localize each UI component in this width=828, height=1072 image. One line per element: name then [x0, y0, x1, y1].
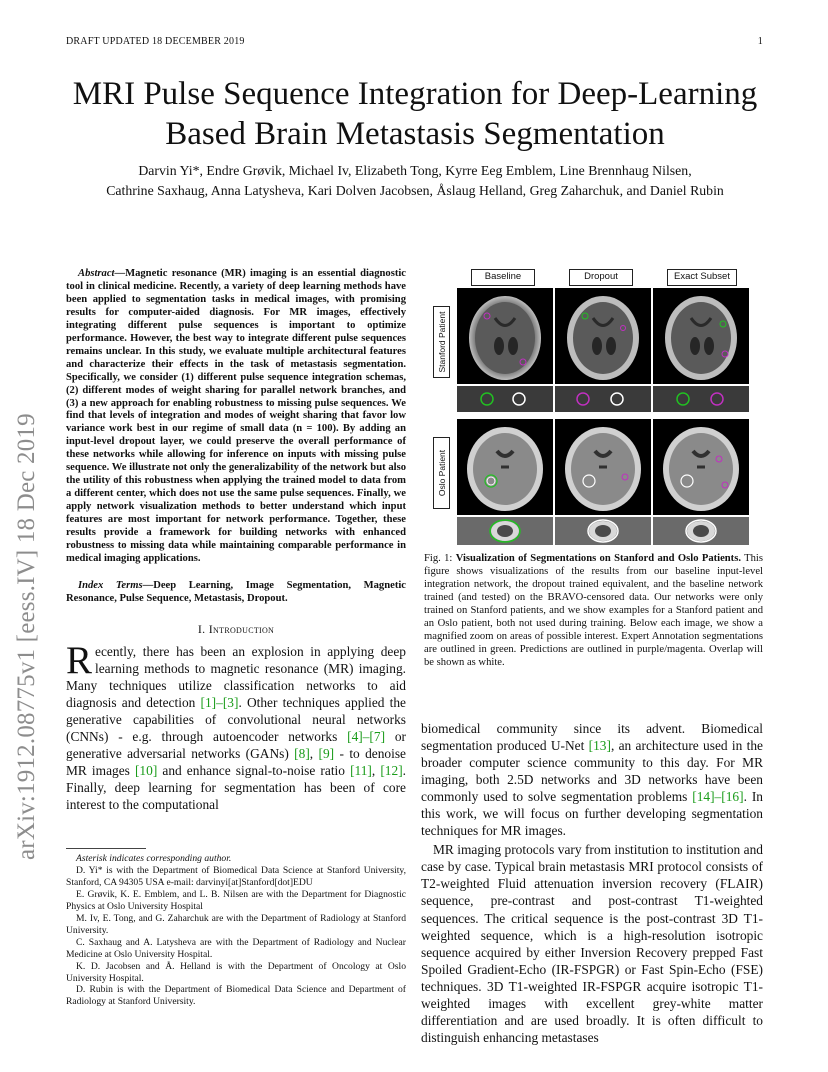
intro-text: . Finally, deep learning for segmentation has been of core interest to the computational — [66, 763, 407, 813]
caption-bold: Visualization of Segmentations on Stanford and Oslo Patients. — [455, 553, 741, 564]
authors-line-2: Cathrine Saxhaug, Anna Latysheva, Kari Dolven Jacobsen, Åslaug Helland, Greg Zaharchuk, and Daniel Rubin — [106, 183, 724, 198]
body-text: . In this work, we will focus on further developing segmentation techniques for MR images. — [421, 789, 763, 839]
abstract-text: —Magnetic resonance (MR) imaging is an essential diagnostic tool in clinical medicine. Recently, a variety of deep learning methods have been applied to segmentation tasks in medical images, with promising results for computer-aided diagnosis. For MR images, effectively integrating different pulse sequences is important to optimize performance. However, the best way to integrate different pulse sequences remains unclear. In this study, we evaluate multiple architectural features and characterize their effects in the task of metastasis segmentation. Specifically, we consider (1) different pulse sequence integration schemas, (2) different modes of weight sharing for parallel network branches, and (3) a new approach for enabling robustness to missing pulse sequences. We find that levels of integration and modes of weight sharing that favor low variance work best in our regime of small data (n = 100). By adding an input-level dropout layer, we could preserve the overall performance of these networks while allowing for inference on inputs with missing pulse sequence. We illustrate not only the generalizability of the network but also the utility of this robustness when applying the trained model to data from a different center, which does not use the same pulse sequences. Finally, we apply network visualization methods to better understand which input features are most important for network performance. Together, these results provide a framework for building networks with enhanced robustness to missing data while maintaining comparable performance in medical imaging applications. — [66, 268, 406, 564]
stanford-baseline-image — [457, 288, 553, 384]
caption-label: Fig. 1: — [424, 553, 456, 564]
running-header — [66, 36, 763, 47]
index-terms-label: Index Terms — [78, 579, 143, 591]
stanford-baseline-zoom — [457, 386, 553, 412]
paragraph: MR imaging protocols vary from institution to institution and case by case. Typical brain metastasis MRI protocol consists of T2-weighted Fluid attenuation inversion recovery (FLAIR) sequence, pre-contrast and post-contrast T1-weighted sequences. The critical sequence is the post-contrast 3D T1-weighted sequence, which is a high-resolution isotropic sequence acquired by either Inversion Recovery prepped Fast Spoiled Gradient-Echo (IR-FSPGR) or Fast Spin-Echo (FSE) techniques. 3D T1-weighted IR-FSPGR acquire isotropic T1-weighted images with excellent grey-white matter differentiation and are used broadly. It is often difficult to distinguish enhancing metastases — [421, 842, 763, 1045]
row-label-text: Stanford Patient — [436, 311, 447, 373]
right-column-text — [421, 720, 763, 1046]
intro-paragraph — [66, 638, 407, 813]
arxiv-stamp: arXiv:1912.08775v1 [eess.IV] 18 Dec 2019 — [13, 413, 40, 860]
row-label-oslo — [433, 437, 450, 509]
intro-text: , — [309, 746, 319, 762]
row-label-text: Oslo Patient — [436, 449, 447, 497]
intro-text: or generative adversarial networks (GANs) — [66, 729, 406, 762]
footnote-rule — [66, 848, 146, 849]
footnote-asterisk: Asterisk indicates corresponding author. — [76, 853, 232, 864]
citation-link[interactable]: [10] — [134, 763, 158, 779]
oslo-exact-subset-zoom — [653, 517, 749, 545]
figure-1 — [431, 269, 763, 545]
caption-text: This figure shows visualizations of the results from our baseline input-level integration network, the dropout trained equivalent, and the baseline network trained (and tested) on the BRAVO-censored data. Our networks were only trained on Stanford patients, and we show examples for a Stanford patient and an Oslo patient, both not used during training. Below each image, we show a magnified zoom on areas of possible interest. Expert Annotation segmentations are outlined in green. Predictions are outlined in purple/magenta. Overlap will be shown as white. — [424, 553, 763, 668]
index-terms — [66, 580, 406, 606]
column-label-exact-subset: Exact Subset — [667, 269, 737, 286]
oslo-dropout-image — [555, 419, 651, 515]
page-number: 1 — [757, 36, 763, 47]
figure-caption — [424, 553, 763, 670]
section-title: Introduction — [208, 621, 275, 636]
footnotes — [66, 853, 406, 1008]
stanford-exact-subset-zoom — [653, 386, 749, 412]
section-number: I. — [197, 621, 206, 636]
body-text: , an architecture used in the broader computer science community to this day. For MR imaging, both 2.5D networks and 3D networks have been commonly used to solve segmentation problems — [421, 738, 763, 805]
footnote: C. Saxhaug and A. Latysheva are with the Department of Radiology and Nuclear Medicine at Oslo University Hospital. — [66, 936, 406, 960]
draft-date: DRAFT UPDATED 18 DECEMBER 2019 — [66, 36, 245, 47]
citation-link[interactable]: [12] — [380, 763, 403, 779]
footnote: D. Rubin is with the Department of Biomedical Data Science and Department of Radiology at Stanford University. — [66, 984, 406, 1008]
citation-link[interactable]: [1]–[3] — [200, 694, 239, 710]
footnote: E. Grøvik, K. E. Emblem, and L. B. Nilsen are with the Department for Diagnostic Physics at Oslo University Hospital — [66, 888, 406, 912]
oslo-baseline-zoom — [457, 517, 553, 545]
citation-link[interactable]: [13] — [588, 738, 611, 754]
intro-text: - to denoise MR images — [66, 746, 406, 779]
drop-cap: R — [66, 638, 93, 682]
title-line-2: Based Brain Metastasis Segmentation — [165, 116, 665, 152]
oslo-baseline-image — [457, 419, 553, 515]
stanford-exact-subset-image — [653, 288, 749, 384]
citation-link[interactable]: [8] — [294, 746, 310, 762]
intro-text: . Other techniques applied the generative capabilities of convolutional neural networks (CNNs) - e.g. through autoencoder networks — [66, 694, 407, 745]
oslo-exact-subset-image — [653, 419, 749, 515]
citation-link[interactable]: [11] — [350, 763, 372, 779]
footnote: D. Yi* is with the Department of Biomedical Data Science at Stanford University, Stanford, CA 94305 USA e-mail: darvinyi[at]Stanford[dot]EDU — [66, 864, 406, 888]
column-label-dropout: Dropout — [569, 269, 633, 286]
authors-line-1: Darvin Yi*, Endre Grøvik, Michael Iv, Elizabeth Tong, Kyrre Eeg Emblem, Line Brennhaug Nilsen, — [138, 163, 692, 178]
paragraph — [421, 720, 763, 839]
abstract — [66, 268, 406, 566]
intro-text: ecently, there has been an explosion in applying deep learning methods to magnetic resonance (MR) imaging. Many techniques utilize classification networks to aid diagnosis and detection — [66, 643, 406, 710]
footnote: K. D. Jacobsen and Å. Helland is with the Department of Oncology at Oslo University Hospital. — [66, 960, 406, 984]
author-list — [50, 161, 780, 201]
section-heading — [66, 622, 406, 637]
footnote: M. Iv, E. Tong, and G. Zaharchuk are with the Department of Radiology at Stanford University. — [66, 912, 406, 936]
intro-text: , — [371, 763, 381, 779]
row-label-stanford — [433, 306, 450, 378]
body-text: biomedical community since its advent. Biomedical segmentation produced U-Net — [421, 721, 763, 754]
column-label-baseline: Baseline — [471, 269, 535, 286]
oslo-dropout-zoom — [555, 517, 651, 545]
index-terms-text: —Deep Learning, Image Segmentation, Magnetic Resonance, Pulse Sequence, Metastasis, Dropout. — [66, 579, 406, 604]
abstract-label: Abstract — [78, 268, 115, 279]
citation-link[interactable]: [9] — [318, 746, 335, 762]
stanford-dropout-zoom — [555, 386, 651, 412]
title-line-1: MRI Pulse Sequence Integration for Deep-Learning — [72, 76, 758, 112]
stanford-dropout-image — [555, 288, 651, 384]
paper-title — [40, 74, 790, 154]
citation-link[interactable]: [14]–[16] — [692, 789, 744, 805]
left-column — [66, 268, 406, 813]
intro-text: and enhance signal-to-noise ratio — [157, 763, 351, 779]
citation-link[interactable]: [4]–[7] — [347, 729, 386, 745]
